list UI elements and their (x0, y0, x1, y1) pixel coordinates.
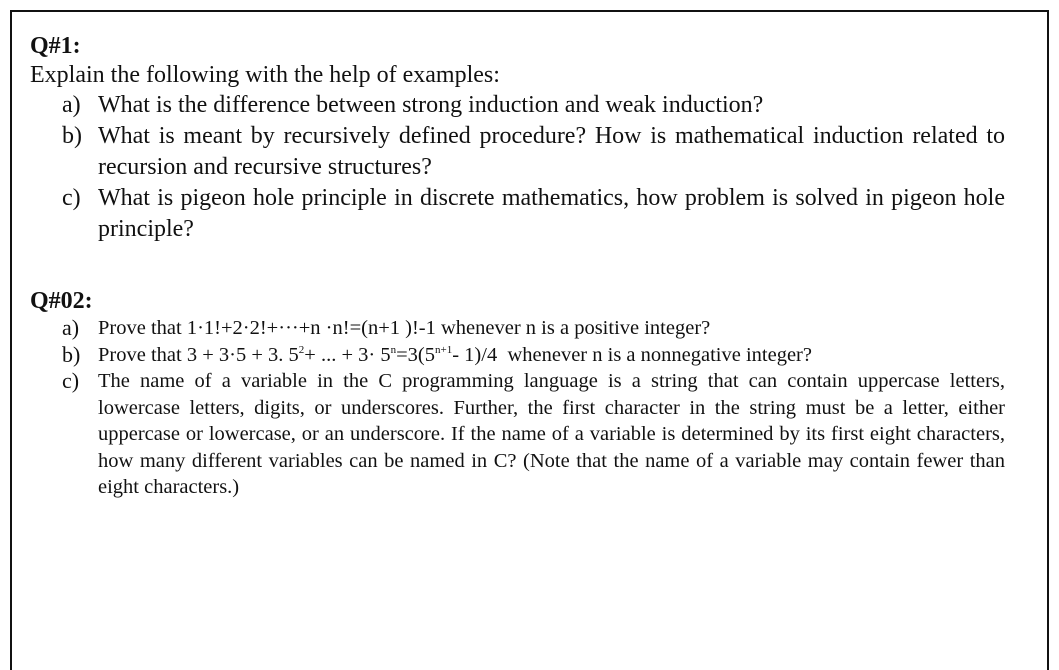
question-2-heading: Q#02: (30, 288, 93, 314)
item-label: c) (62, 368, 80, 393)
item-text-part: + ... + 3· 5 (304, 343, 391, 366)
question-1-item-c (30, 183, 1005, 245)
item-label: b) (62, 341, 81, 367)
item-text: What is the difference between strong induction and weak induction? (98, 92, 764, 118)
item-text: The name of a variable in the C programming language is a string that can contain uppercase letters, lowercase letters, digits, or underscores. Further, the first character in the string must be a letter, either uppercase or lowercase, or an underscore. If the name of a variable is determined by its first eight characters, how many different variables can be named in C? (Note that the name of a variable may contain fewer than eight characters.) (98, 370, 1005, 498)
item-label: c) (62, 185, 81, 211)
item-text-part: Prove that 3 + 3·5 + 3. 5 (98, 343, 299, 366)
question-2-item-b (30, 342, 1005, 369)
question-1-heading: Q#1: (30, 33, 81, 59)
item-text: What is meant by recursively defined procedure? How is mathematical induction related to recursion and recursive structures? (98, 123, 1005, 180)
question-1-item-a (30, 90, 1005, 121)
document-page (30, 32, 1005, 501)
question-1-intro: Explain the following with the help of examples: (30, 62, 500, 88)
question-2-item-a (30, 315, 1005, 342)
item-label: b) (62, 123, 82, 149)
question-2-item-c (30, 368, 1005, 501)
item-text-part: - 1)/4 whenever n is a nonnegative integer? (452, 343, 812, 366)
exponent: n+1 (435, 343, 453, 356)
item-text-part: =3(5 (396, 343, 435, 366)
exponent: n (390, 343, 397, 356)
item-text: What is pigeon hole principle in discrete mathematics, how problem is solved in pigeon hole principle? (98, 185, 1005, 242)
question-1-list (30, 90, 1005, 245)
question-1-item-b (30, 121, 1005, 183)
item-text: Prove that 1·1!+2·2!+···+n ·n!=(n+1 )!-1 whenever n is a positive integer? (98, 317, 711, 339)
question-2-list (30, 315, 1005, 501)
item-label: a) (62, 92, 81, 118)
item-label: a) (62, 315, 80, 340)
exponent: 2 (298, 343, 305, 356)
